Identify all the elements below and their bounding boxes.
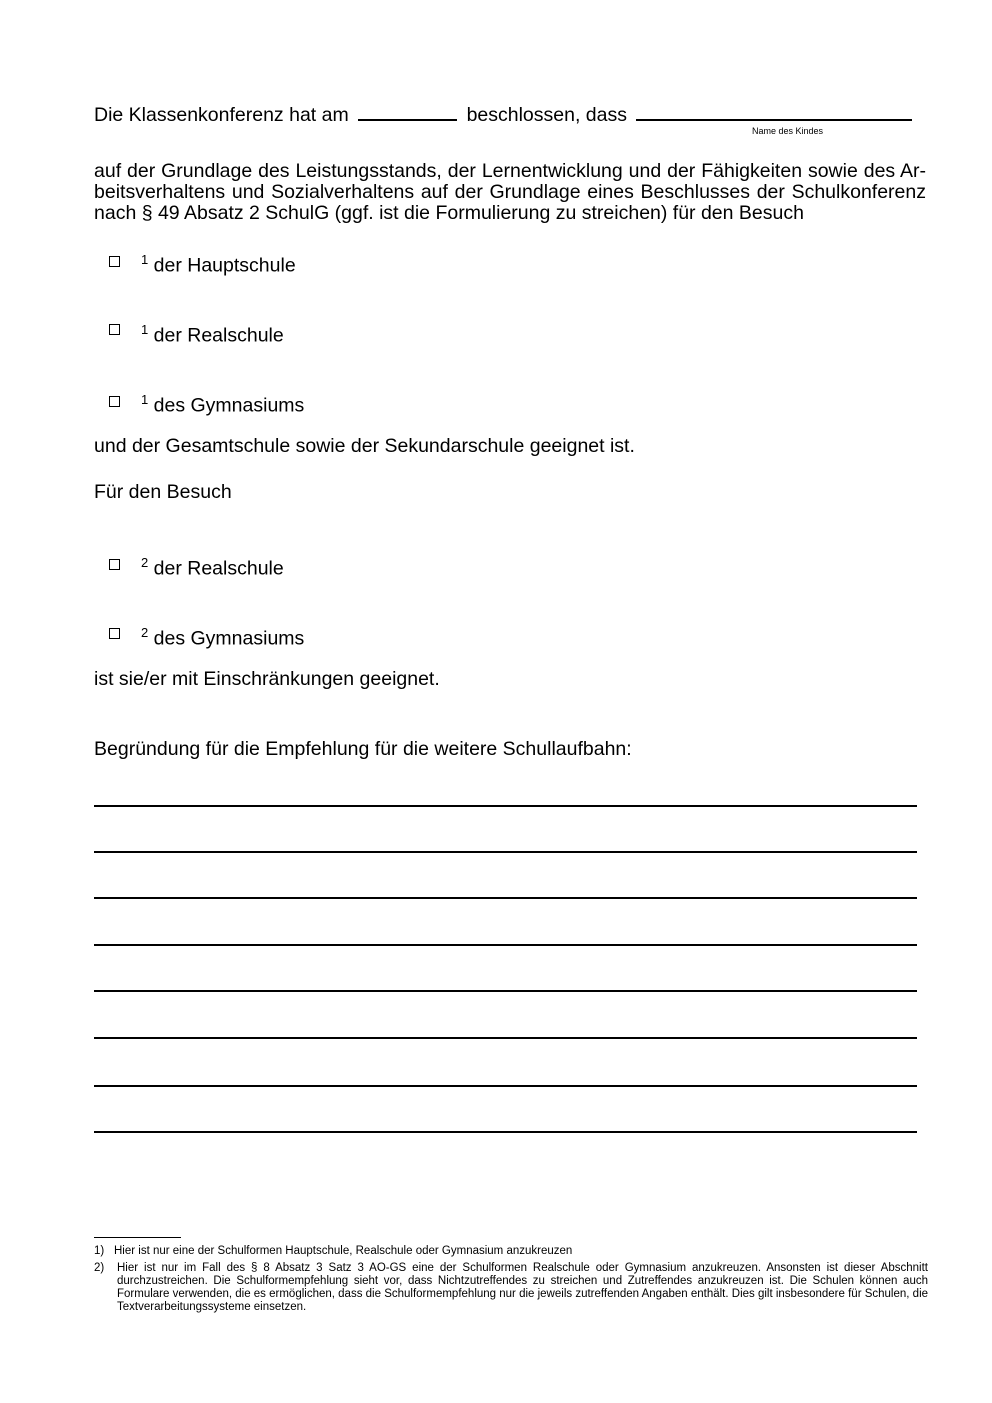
reason-label: Begründung für die Empfehlung für die weitere Schullaufbahn: <box>94 738 632 760</box>
option-label: des Gymnasiums <box>153 394 305 417</box>
footnote-ref: 2 <box>141 625 149 640</box>
checkbox-gymnasium-restricted[interactable] <box>109 628 120 639</box>
option-label: des Gymnasiums <box>153 627 305 650</box>
footnote-1 <box>94 1245 928 1258</box>
checkbox-realschule[interactable] <box>109 324 120 335</box>
footnote-text: Hier ist nur eine der Schulformen Hauptschule, Realschule oder Gymnasium anzukreuzen <box>114 1245 573 1257</box>
footnote-ref: 2 <box>141 555 149 570</box>
reason-line-4[interactable] <box>94 944 917 946</box>
option-label: der Realschule <box>153 324 284 347</box>
footnote-number: 1) <box>94 1245 105 1257</box>
checkbox-realschule-restricted[interactable] <box>109 559 120 570</box>
footnote-ref: 1 <box>141 252 149 267</box>
intro-paragraph <box>94 161 926 224</box>
restricted-text: ist sie/er mit Einschränkungen geeignet. <box>94 668 440 690</box>
header-text-1: Die Klassenkonferenz hat am <box>94 104 349 126</box>
intro-line-3: nach § 49 Absatz 2 SchulG (ggf. ist die Formulierung zu streichen) für den Besuch <box>94 202 804 224</box>
footnote-separator <box>94 1237 181 1238</box>
suitable-text: und der Gesamtschule sowie der Sekundarschule geeignet ist. <box>94 435 635 457</box>
reason-line-7[interactable] <box>94 1085 917 1087</box>
checkbox-gymnasium[interactable] <box>109 396 120 407</box>
reason-line-6[interactable] <box>94 1037 917 1039</box>
child-name-field[interactable] <box>636 101 912 121</box>
name-caption: Name des Kindes <box>752 126 824 136</box>
reason-line-2[interactable] <box>94 851 917 853</box>
option-label: der Realschule <box>153 557 284 580</box>
reason-line-5[interactable] <box>94 990 917 992</box>
option-realschule <box>141 319 284 347</box>
option-gymnasium <box>141 389 304 417</box>
footnote-ref: 1 <box>141 322 149 337</box>
footnote-text: Hier ist nur im Fall des § 8 Absatz 3 Satz 3 AO-GS eine der Schulformen Realschule oder Gymnasium anzukreuzen. Ansonsten ist dieser Abschnitt durchzustreichen. Die Schulformempfehlung sieht vor, dass Nichtzutreffendes zu streichen und Zutreffendes anzukreuzen ist. Die Schulen können auch Formulare verwenden, die es ermöglichen, dass die Schulformempfehlung nur die jeweils zutreffenden Angaben enthält. Dies gilt insbesondere für Schulen, die Textverarbeitungssysteme einsetzen. <box>117 1262 929 1313</box>
header-text-2: beschlossen, dass <box>466 104 627 126</box>
reason-line-3[interactable] <box>94 897 917 899</box>
option-gymnasium-restricted <box>141 622 304 650</box>
footnote-ref: 1 <box>141 392 149 407</box>
option-hauptschule <box>141 249 296 277</box>
intro-line-2: beitsverhaltens und Sozialverhaltens auf der Grundlage eines Beschlusses der Schulkonferenz <box>94 181 926 203</box>
intro-line-1: auf der Grundlage des Leistungsstands, der Lernentwicklung und der Fähigkeiten sowie des Ar- <box>94 160 926 182</box>
checkbox-hauptschule[interactable] <box>109 256 120 267</box>
restricted-intro: Für den Besuch <box>94 481 232 503</box>
reason-line-1[interactable] <box>94 805 917 807</box>
reason-line-8[interactable] <box>94 1131 917 1133</box>
header-line <box>94 101 912 126</box>
date-field[interactable] <box>358 101 457 121</box>
footnote-2 <box>94 1262 928 1314</box>
option-label: der Hauptschule <box>153 254 296 277</box>
option-realschule-restricted <box>141 552 284 580</box>
footnote-number: 2) <box>94 1262 105 1274</box>
